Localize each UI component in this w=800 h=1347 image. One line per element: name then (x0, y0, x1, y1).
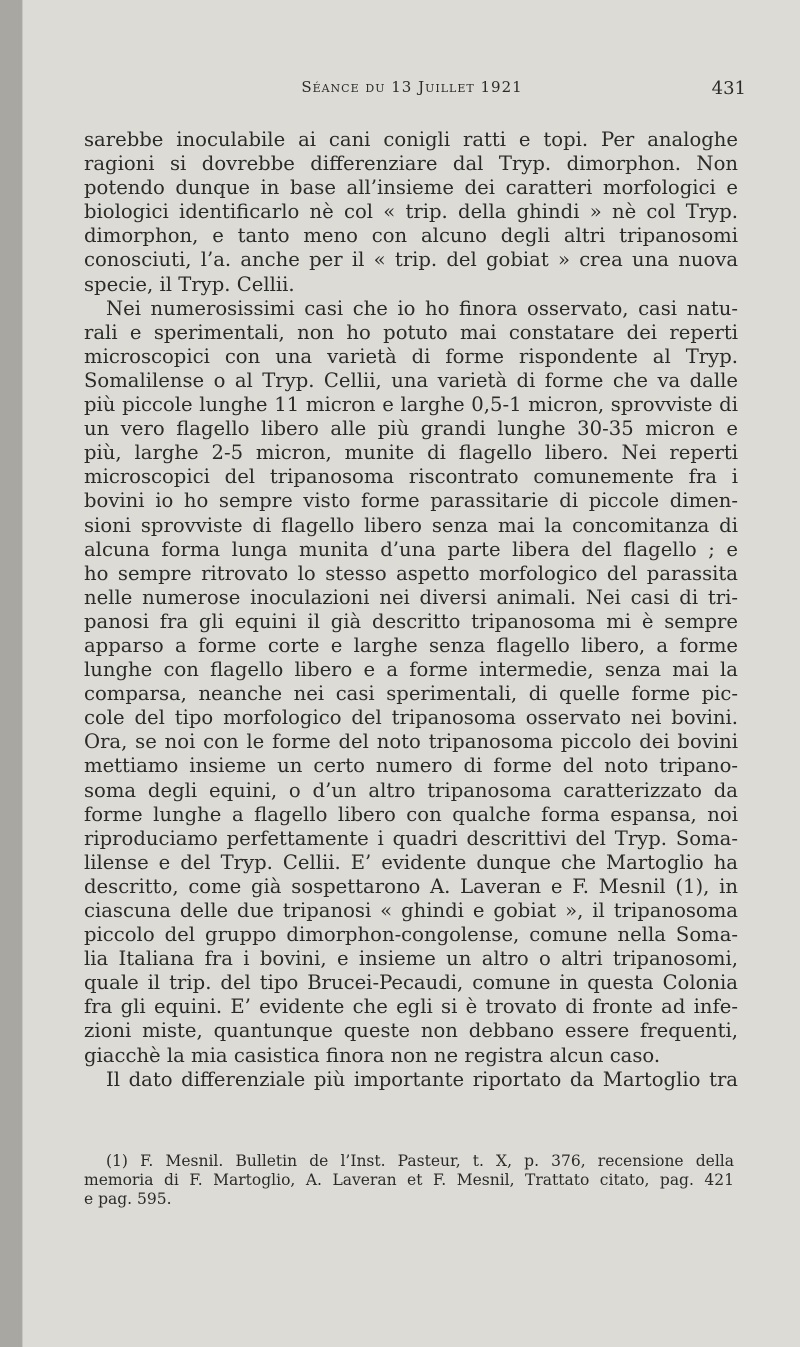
page-number: 431 (711, 78, 746, 99)
text-line: alcuna forma lunga munita d’una parte libera del flagello ; e (84, 537, 738, 561)
text-line: specie, il Tryp. Cellii. (84, 272, 295, 296)
text-line: soma degli equini, o d’un altro tripanosoma caratterizzato da (84, 778, 738, 802)
text-line: più, larghe 2-5 micron, munite di flagello libero. Nei reperti (84, 441, 738, 465)
text-line: quale il trip. del tipo Brucei-Pecaudi, comune in questa Colonia (84, 971, 738, 995)
text-line: riproduciamo perfettamente i quadri descrittivi del Tryp. Soma- (84, 826, 738, 850)
body-text (84, 128, 738, 1092)
page-header (84, 78, 746, 106)
text-line: dimorphon, e tanto meno con alcuno degli altri tripanosomi (84, 224, 738, 248)
text-line: sioni sprovviste di flagello libero senza mai la concomitanza di (84, 513, 738, 537)
running-head: Séance du 13 Juillet 1921 (301, 78, 523, 96)
text-line: un vero flagello libero alle più grandi lunghe 30-35 micron e (84, 417, 738, 441)
text-line: cole del tipo morfologico del tripanosoma osservato nei bovini. (84, 706, 738, 730)
text-line: lia Italiana fra i bovini, e insieme un altro o altri tripanosomi, (84, 947, 738, 971)
text-line: Il dato differenziale più importante riportato da Martoglio tra (106, 1067, 738, 1091)
text-line: apparso a forme corte e larghe senza flagello libero, a forme (84, 633, 738, 657)
text-line: sarebbe inoculabile ai cani conigli ratti e topi. Per analoghe (84, 128, 738, 151)
text-line: lunghe con flagello libero e a forme intermedie, senza mai la (84, 658, 738, 682)
text-line: mettiamo insieme un certo numero di forme del noto tripano- (84, 754, 738, 778)
text-line: descritto, come già sospettarono A. Laveran e F. Mesnil (1), in (84, 874, 738, 898)
text-line: lilense e del Tryp. Cellii. E’ evidente dunque che Martoglio ha (84, 850, 738, 874)
text-line: biologici identificarlo nè col « trip. della ghindi » nè col Tryp. (84, 200, 738, 224)
text-line: zioni miste, quantunque queste non debbano essere frequenti, (84, 1019, 738, 1043)
text-line: piccolo del gruppo dimorphon-congolense, comune nella Soma- (84, 923, 738, 947)
footnote-line: (1) F. Mesnil. Bulletin de l’Inst. Pasteur, t. X, p. 376, recensione della (106, 1152, 734, 1170)
text-line: Somalilense o al Tryp. Cellii, una varietà di forme che va dalle (84, 368, 738, 392)
text-line: forme lunghe a flagello libero con qualche forma espansa, noi (84, 802, 738, 826)
text-line: fra gli equini. E’ evidente che egli si è trovato di fronte ad infe- (84, 995, 738, 1019)
text-line: conosciuti, l’a. anche per il « trip. del gobiat » crea una nuova (84, 248, 738, 272)
page-gutter (0, 0, 23, 1347)
text-line: bovini io ho sempre visto forme parassitarie di piccole dimen- (84, 489, 738, 513)
text-line: Nei numerosissimi casi che io ho finora osservato, casi natu- (106, 296, 738, 320)
footnote (84, 1152, 734, 1209)
text-line: Ora, se noi con le forme del noto tripanosoma piccolo dei bovini (84, 730, 738, 754)
text-line: ciascuna delle due tripanosi « ghindi e gobiat », il tripanosoma (84, 899, 738, 922)
text-line: nelle numerose inoculazioni nei diversi animali. Nei casi di tri- (84, 585, 738, 609)
text-line: comparsa, neanche nei casi sperimentali, di quelle forme pic- (84, 682, 738, 706)
text-line: microscopici del tripanosoma riscontrato comunemente fra i (84, 465, 738, 489)
text-line: potendo dunque in base all’insieme dei caratteri morfologici e (84, 176, 738, 200)
text-line: giacchè la mia casistica finora non ne registra alcun caso. (84, 1043, 661, 1067)
text-line: microscopici con una varietà di forme rispondente al Tryp. (84, 344, 738, 368)
text-line: panosi fra gli equini il già descritto tripanosoma mi è sempre (84, 609, 738, 633)
text-line: rali e sperimentali, non ho potuto mai constatare dei reperti (84, 320, 738, 344)
footnote-line: memoria di F. Martoglio, A. Laveran et F. Mesnil, Trattato citato, pag. 421 (84, 1171, 734, 1189)
text-line: ragioni si dovrebbe differenziare dal Tryp. dimorphon. Non (84, 152, 738, 176)
footnote-line: e pag. 595. (84, 1190, 172, 1208)
text-line: ho sempre ritrovato lo stesso aspetto morfologico del parassita (84, 561, 738, 585)
text-line: più piccole lunghe 11 micron e larghe 0,5-1 micron, sprovviste di (84, 393, 738, 417)
